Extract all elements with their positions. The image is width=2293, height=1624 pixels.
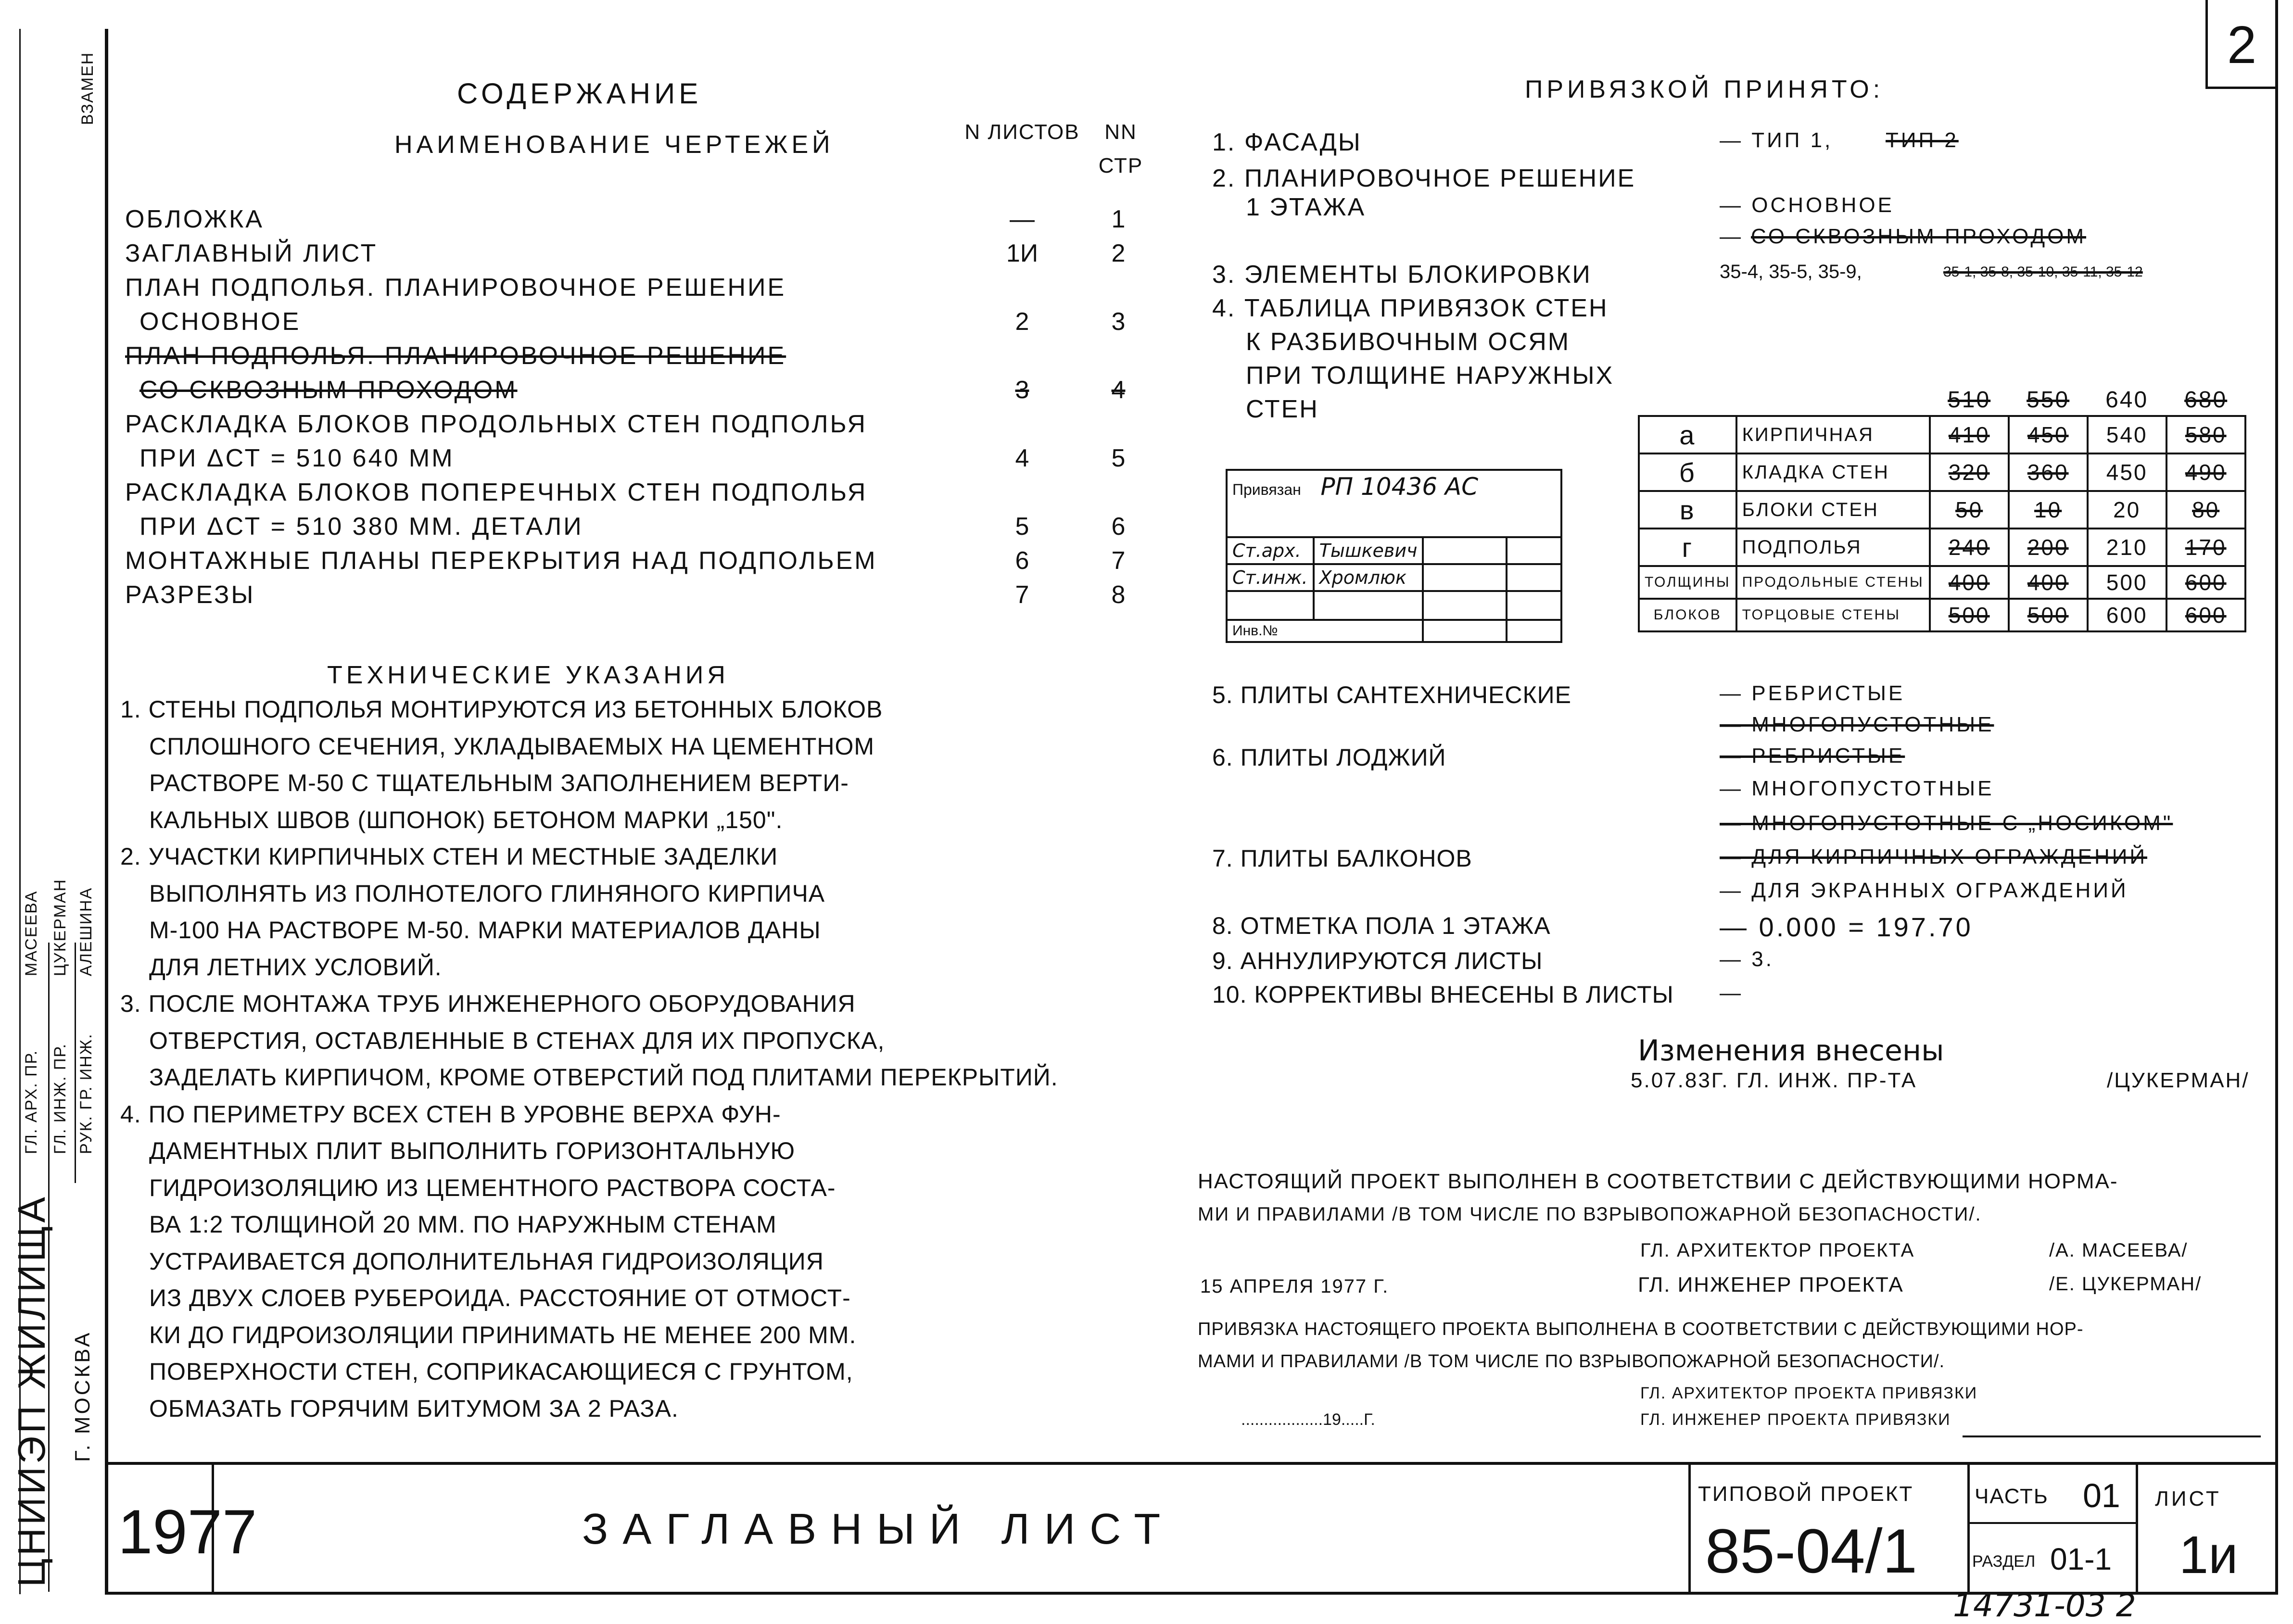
statement-eng: ГЛ. ИНЖЕНЕР ПРОЕКТА [1638, 1273, 1904, 1297]
statement-line-1: НАСТОЯЩИЙ ПРОЕКТ ВЫПОЛНЕН В СООТВЕТСТВИИ С ДЕЙСТВУЮЩИМИ НОРМА- [1198, 1170, 2118, 1193]
table-cell: 400 [2009, 566, 2088, 599]
table-cell: 170 [2166, 529, 2245, 566]
tech-line: 3. ПОСЛЕ МОНТАЖА ТРУБ ИНЖЕНЕРНОГО ОБОРУДОВАНИЯ [120, 990, 856, 1017]
contents-row-page: 7 [1111, 547, 1126, 575]
binding-item-label: 8. ОТМЕТКА ПОЛА 1 ЭТАЖА [1212, 912, 1551, 939]
statement-arch-name: /А. МАСЕЕВА/ [2049, 1240, 2188, 1261]
title-project-number: 85-04/1 [1705, 1516, 1917, 1586]
contents-row-name: РАСКЛАДКА БЛОКОВ ПОПЕРЕЧНЫХ СТЕН ПОДПОЛЬЯ [125, 478, 868, 506]
binding-item-value: — МНОГОПУСТОТНЫЕ [1720, 777, 1994, 800]
binding-item-value: — [1720, 981, 1743, 1005]
title-section-label: РАЗДЕЛ [1972, 1552, 2036, 1571]
table-cell: 600 [2088, 599, 2166, 631]
title-section-value: 01-1 [2050, 1542, 2112, 1576]
tech-line: КИ ДО ГИДРОИЗОЛЯЦИИ ПРИНИМАТЬ НЕ МЕНЕЕ 200 ММ. [149, 1321, 857, 1348]
statement-line-2: МИ И ПРАВИЛАМИ /В ТОМ ЧИСЛЕ ПО ВЗРЫВОПОЖАРНОЙ БЕЗОПАСНОСТИ/. [1198, 1204, 1982, 1225]
contents-row-sheet: 5 [1015, 513, 1029, 541]
changes-line: 5.07.83Г. ГЛ. ИНЖ. ПР-ТА [1631, 1069, 1917, 1092]
contents-row-page: 3 [1111, 308, 1126, 336]
tech-line: ДАМЕНТНЫХ ПЛИТ ВЫПОЛНИТЬ ГОРИЗОНТАЛЬНУЮ [149, 1137, 796, 1164]
binding-item-value: — 0.000 = 197.70 [1720, 912, 1973, 942]
binding-item-value-struck: 35-1, 35-8, 35-10, 35-11, 35-12 [1943, 264, 2143, 280]
table-row-name: БЛОКИ СТЕН [1736, 491, 1930, 529]
tech-line: 1. СТЕНЫ ПОДПОЛЬЯ МОНТИРУЮТСЯ ИЗ БЕТОННЫХ БЛОКОВ [120, 696, 883, 723]
table-cell: 540 [2088, 416, 2166, 453]
tech-line: УСТРАИВАЕТСЯ ДОПОЛНИТЕЛЬНАЯ ГИДРОИЗОЛЯЦИЯ [149, 1247, 824, 1275]
table-row [1639, 416, 2245, 453]
binding-item-label: 10. КОРРЕКТИВЫ ВНЕСЕНЫ В ЛИСТЫ [1212, 981, 1674, 1008]
table-cell: 500 [2088, 566, 2166, 599]
corner-sheet-number: 2 [2227, 15, 2257, 75]
strip-role-1: ГЛ. АРХ. ПР. [22, 1049, 40, 1154]
changes-title: Изменения внесены [1638, 1034, 1944, 1068]
table-row-key: а [1639, 416, 1736, 453]
table-header-cell: 680 [2166, 385, 2245, 416]
signature-line [1963, 1435, 2261, 1437]
binding-stamp [1226, 469, 1562, 643]
binding-item-value: — РЕБРИСТЫЕ [1720, 681, 1905, 705]
title-sheet-label: ЛИСТ [2155, 1487, 2221, 1511]
tech-line: ИЗ ДВУХ СЛОЕВ РУБЕРОИДА. РАССТОЯНИЕ ОТ ОТМОСТ- [149, 1284, 851, 1311]
contents-row-name: ПРИ ΔСТ = 510 640 ММ [139, 444, 455, 472]
table-cell: 320 [1930, 453, 2009, 491]
tech-line: ОБМАЗАТЬ ГОРЯЧИМ БИТУМОМ ЗА 2 РАЗА. [149, 1395, 679, 1422]
stamp-inv: Инв.№ [1227, 620, 1423, 642]
statement-date2: ..................19.....Г. [1241, 1410, 1375, 1429]
table-cell: 400 [1930, 566, 2009, 599]
binding-item-value: — 3. [1720, 947, 1774, 971]
binding-item-label: 1. ФАСАДЫ [1212, 128, 1362, 156]
statement-date: 15 АПРЕЛЯ 1977 Г. [1200, 1276, 1389, 1297]
table-row-name: КЛАДКА СТЕН [1736, 453, 1930, 491]
tech-line: ВА 1:2 ТОЛЩИНОЙ 20 ММ. ПО НАРУЖНЫМ СТЕНАМ [149, 1211, 777, 1238]
contents-col-pages: NN СТР [1098, 120, 1143, 178]
table-cell: 360 [2009, 453, 2088, 491]
tech-title: ТЕХНИЧЕСКИЕ УКАЗАНИЯ [327, 661, 729, 689]
table-row [1639, 453, 2245, 491]
binding-item-label: ПРИ ТОЛЩИНЕ НАРУЖНЫХ [1246, 362, 1614, 390]
table-row-key: г [1639, 529, 1736, 566]
binding-item-label: 9. АННУЛИРУЮТСЯ ЛИСТЫ [1212, 947, 1543, 974]
strip-name-3: АЛЕШИНА [77, 887, 95, 976]
table-cell: 490 [2166, 453, 2245, 491]
contents-row-name: ЗАГЛАВНЫЙ ЛИСТ [125, 239, 378, 267]
table-cell: 500 [1930, 599, 2009, 631]
tb-divider-sheet [2136, 1462, 2138, 1594]
table-row [1639, 529, 2245, 566]
contents-row-name: МОНТАЖНЫЕ ПЛАНЫ ПЕРЕКРЫТИЯ НАД ПОДПОЛЬЕМ [125, 547, 877, 575]
binding-item-label: СТЕН [1246, 395, 1319, 423]
tb-divider-project [1688, 1462, 1691, 1594]
binding-item-label: 7. ПЛИТЫ БАЛКОНОВ [1212, 845, 1472, 872]
tech-line: РАСТВОРЕ М-50 С ТЩАТЕЛЬНЫМ ЗАПОЛНЕНИЕМ ВЕРТИ- [149, 769, 849, 796]
table-cell: 240 [1930, 529, 2009, 566]
contents-row-name: ПЛАН ПОДПОЛЬЯ. ПЛАНИРОВОЧНОЕ РЕШЕНИЕ [125, 342, 786, 370]
frame-left [105, 29, 108, 1594]
contents-row-sheet: 1И [1006, 239, 1039, 267]
table-cell: 20 [2088, 491, 2166, 529]
contents-row-sheet: — [1010, 205, 1035, 233]
table-row-name: ПРОДОЛЬНЫЕ СТЕНЫ [1736, 566, 1930, 599]
table-header-cell: 640 [2088, 385, 2166, 416]
contents-row-page: 6 [1111, 513, 1126, 541]
tech-line: КАЛЬНЫХ ШВОВ (ШПОНОК) БЕТОНОМ МАРКИ „150". [149, 806, 783, 833]
tech-line: ДЛЯ ЛЕТНИХ УСЛОВИЙ. [149, 953, 442, 981]
binding-item-value: — РЕБРИСТЫЕ [1720, 744, 1905, 768]
table-cell: 50 [1930, 491, 2009, 529]
contents-row-sheet: 3 [1015, 376, 1029, 404]
contents-row-name: СО СКВОЗНЫМ ПРОХОДОМ [139, 376, 518, 404]
contents-row-sheet: 6 [1015, 547, 1029, 575]
statement-eng2: ГЛ. ИНЖЕНЕР ПРОЕКТА ПРИВЯЗКИ [1640, 1410, 1951, 1429]
table-row-key: в [1639, 491, 1736, 529]
contents-title: СОДЕРЖАНИЕ [457, 77, 702, 110]
frame-right [2275, 0, 2278, 1594]
tech-line: ЗАДЕЛАТЬ КИРПИЧОМ, КРОМЕ ОТВЕРСТИЙ ПОД ПЛИТАМИ ПЕРЕКРЫТИЙ. [149, 1064, 1058, 1091]
title-sheet-value: 1и [2179, 1525, 2238, 1585]
strip-org: ЦНИИЭП ЖИЛИЩА [10, 1194, 53, 1587]
tech-line: М-100 НА РАСТВОРЕ М-50. МАРКИ МАТЕРИАЛОВ ДАНЫ [149, 917, 821, 944]
statement-arch2: ГЛ. АРХИТЕКТОР ПРОЕКТА ПРИВЯЗКИ [1640, 1384, 1978, 1402]
stamp-signature-2 [1423, 564, 1507, 591]
table-cell: 500 [2009, 599, 2088, 631]
table-row-name: ТОРЦОВЫЕ СТЕНЫ [1736, 599, 1930, 631]
table-row-key: б [1639, 453, 1736, 491]
tech-line: ВЫПОЛНЯТЬ ИЗ ПОЛНОТЕЛОГО ГЛИНЯНОГО КИРПИЧА [149, 880, 825, 907]
contents-row-page: 1 [1111, 205, 1126, 233]
table-cell: 210 [2088, 529, 2166, 566]
table-row [1639, 491, 2245, 529]
table-cell: 600 [2166, 599, 2245, 631]
stamp-role-1: Ст.арх. [1227, 537, 1314, 564]
contents-row-name: ПЛАН ПОДПОЛЬЯ. ПЛАНИРОВОЧНОЕ РЕШЕНИЕ [125, 274, 786, 302]
table-row-name: КИРПИЧНАЯ [1736, 416, 1930, 453]
table-cell: 450 [2088, 453, 2166, 491]
binding-item-label: 3. ЭЛЕМЕНТЫ БЛОКИРОВКИ [1212, 261, 1592, 289]
binding-item-label: 2. ПЛАНИРОВОЧНОЕ РЕШЕНИЕ [1212, 164, 1636, 192]
contents-row-name: ОБЛОЖКА [125, 205, 264, 233]
table-row-name: ПОДПОЛЬЯ [1736, 529, 1930, 566]
strip-name-2: ЦУКЕРМАН [51, 878, 69, 976]
tech-line: 2. УЧАСТКИ КИРПИЧНЫХ СТЕН И МЕСТНЫЕ ЗАДЕЛКИ [120, 843, 778, 870]
table-cell: 10 [2009, 491, 2088, 529]
strip-city: Г. МОСКВА [71, 1330, 94, 1462]
binding-item-value: — ТИП 1, [1720, 128, 1833, 152]
binding-item-label: К РАЗБИВОЧНЫМ ОСЯМ [1246, 328, 1571, 356]
binding-item-label: 1 ЭТАЖА [1246, 193, 1366, 221]
table-cell: 200 [2009, 529, 2088, 566]
tech-line: ПОВЕРХНОСТИ СТЕН, СОПРИКАСАЮЩИЕСЯ С ГРУНТОМ, [149, 1358, 853, 1385]
binding-item-value: — МНОГОПУСТОТНЫЕ [1720, 713, 1994, 736]
title-year: 1977 [118, 1497, 257, 1567]
table-row [1639, 599, 2245, 631]
wall-binding-table [1638, 385, 2246, 632]
stamp-signature-1 [1423, 537, 1507, 564]
strip-top-label: ВЗАМЕН [78, 51, 97, 125]
binding-item-label: 6. ПЛИТЫ ЛОДЖИЙ [1212, 744, 1446, 771]
contents-row-name: РАСКЛАДКА БЛОКОВ ПРОДОЛЬНЫХ СТЕН ПОДПОЛЬЯ [125, 410, 867, 438]
binding-item-value-struck: ТИП 2 [1886, 128, 1959, 152]
contents-row-name: ПРИ ΔСТ = 510 380 ММ. ДЕТАЛИ [139, 513, 583, 541]
contents-row-page: 2 [1111, 239, 1126, 267]
strip-line-3 [75, 943, 76, 1183]
title-project-label: ТИПОВОЙ ПРОЕКТ [1698, 1482, 1914, 1506]
table-header-cell: 510 [1930, 385, 2009, 416]
tech-line: ГИДРОИЗОЛЯЦИЮ ИЗ ЦЕМЕНТНОГО РАСТВОРА СОСТА- [149, 1174, 836, 1201]
contents-row-sheet: 2 [1015, 308, 1029, 336]
binding-item-value: — [1720, 225, 1743, 248]
stamp-label: Привязан [1232, 481, 1301, 498]
stamp-name-2: Хромлюк [1314, 564, 1423, 591]
contents-row-name: ОСНОВНОЕ [139, 308, 301, 336]
title-part-value: 01 [2083, 1477, 2120, 1514]
tech-line: 4. ПО ПЕРИМЕТРУ ВСЕХ СТЕН В УРОВНЕ ВЕРХА ФУН- [120, 1100, 781, 1128]
stamp-code: РП 10436 АС [1320, 473, 1479, 501]
statement-eng-name: /Е. ЦУКЕРМАН/ [2049, 1273, 2202, 1295]
binding-item-value: — МНОГОПУСТОТНЫЕ С „НОСИКОМ" [1720, 811, 2173, 835]
binding-item-label: 5. ПЛИТЫ САНТЕХНИЧЕСКИЕ [1212, 681, 1571, 708]
binding-item-value-struck: СО СКВОЗНЫМ ПРОХОДОМ [1751, 225, 2087, 248]
title-block-top [105, 1462, 2278, 1465]
table-row [1639, 566, 2245, 599]
strip-name-1: МАСЕЕВА [22, 890, 40, 976]
table-header-cell: 550 [2009, 385, 2088, 416]
contents-row-page: 5 [1111, 444, 1126, 472]
stamp-role-2: Ст.инж. [1227, 564, 1314, 591]
statement-line-3: ПРИВЯЗКА НАСТОЯЩЕГО ПРОЕКТА ВЫПОЛНЕНА В СООТВЕТСТВИИ С ДЕЙСТВУЮЩИМИ НОР- [1198, 1319, 2084, 1339]
table-row-key: БЛОКОВ [1639, 599, 1736, 631]
contents-row-page: 8 [1111, 581, 1126, 609]
table-cell: 80 [2166, 491, 2245, 529]
tb-divider-part [1967, 1462, 1970, 1594]
contents-row-sheet: 7 [1015, 581, 1029, 609]
table-cell: 450 [2009, 416, 2088, 453]
stamp-name-1: Тышкевич [1314, 537, 1423, 564]
contents-col-sheets: N ЛИСТОВ [964, 120, 1080, 144]
binding-item-value: 35-4, 35-5, 35-9, [1720, 261, 1862, 282]
binding-item-label: 4. ТАБЛИЦА ПРИВЯЗОК СТЕН [1212, 294, 1609, 322]
tech-line: СПЛОШНОГО СЕЧЕНИЯ, УКЛАДЫВАЕМЫХ НА ЦЕМЕНТНОМ [149, 732, 875, 760]
statement-arch: ГЛ. АРХИТЕКТОР ПРОЕКТА [1640, 1240, 1915, 1261]
binding-item-value: — ОСНОВНОЕ [1720, 193, 1894, 217]
table-row-key: ТОЛЩИНЫ [1639, 566, 1736, 599]
strip-role-2: ГЛ. ИНЖ. ПР. [51, 1043, 69, 1154]
title-sheet-title: ЗАГЛАВНЫЙ ЛИСТ [582, 1505, 1175, 1553]
table-cell: 410 [1930, 416, 2009, 453]
changes-name: /ЦУКЕРМАН/ [2107, 1069, 2250, 1092]
table-cell: 600 [2166, 566, 2245, 599]
table-cell: 580 [2166, 416, 2245, 453]
inventory-number: 14731-03 2 [1953, 1587, 2136, 1624]
title-part-label: ЧАСТЬ [1975, 1485, 2049, 1508]
binding-title: ПРИВЯЗКОЙ ПРИНЯТО: [1525, 76, 1884, 103]
binding-item-value: — ДЛЯ КИРПИЧНЫХ ОГРАЖДЕНИЙ [1720, 845, 2147, 869]
contents-row-page: 4 [1111, 376, 1126, 404]
contents-col-name: НАИМЕНОВАНИЕ ЧЕРТЕЖЕЙ [394, 131, 834, 159]
tb-divider-part-section [1967, 1522, 2136, 1524]
binding-item-value: — ДЛЯ ЭКРАННЫХ ОГРАЖДЕНИЙ [1720, 879, 2128, 902]
table-header-row [1639, 385, 2245, 416]
contents-row-sheet: 4 [1015, 444, 1029, 472]
contents-row-name: РАЗРЕЗЫ [125, 581, 255, 609]
frame-bottom [105, 1592, 2278, 1595]
corner-sheet-number-box [2205, 0, 2278, 89]
tech-line: ОТВЕРСТИЯ, ОСТАВЛЕННЫЕ В СТЕНАХ ДЛЯ ИХ ПРОПУСКА, [149, 1027, 885, 1054]
strip-role-3: РУК. ГР. ИНЖ. [77, 1033, 95, 1154]
statement-line-4: МАМИ И ПРАВИЛАМИ /В ТОМ ЧИСЛЕ ПО ВЗРЫВОПОЖАРНОЙ БЕЗОПАСНОСТИ/. [1198, 1351, 1945, 1372]
